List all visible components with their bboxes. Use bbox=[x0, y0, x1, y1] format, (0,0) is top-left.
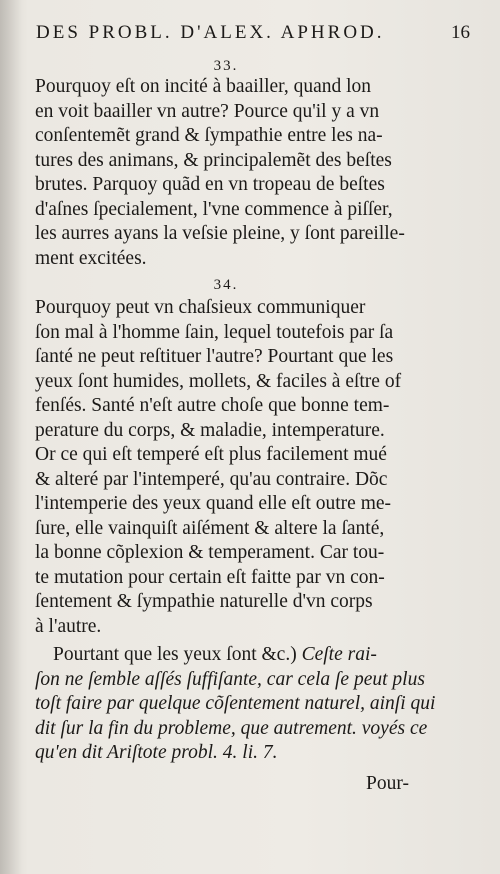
text-line: ment excitées. bbox=[35, 247, 147, 269]
note-lemma: Pourtant que les yeux ſont &c.) bbox=[53, 644, 302, 665]
problem-number-33: 33. bbox=[213, 58, 239, 74]
problem-number-34: 34. bbox=[213, 277, 239, 293]
text-line: yeux ſont humides, mollets, & faciles à eſtre of bbox=[35, 370, 402, 392]
note-first-line bbox=[35, 643, 407, 668]
text-line: conſentemẽt grand & ſympathie entre les na- bbox=[35, 125, 383, 146]
text-line: les aurres ayans la veſsie pleine, y ſont pareille- bbox=[35, 223, 405, 244]
text-line: à l'autre. bbox=[35, 615, 102, 637]
problem-34-text bbox=[35, 296, 407, 639]
text-line: Or ce qui eſt temperé eſt plus facilement mué bbox=[35, 444, 387, 465]
note-commentary-start: Ceſte rai- bbox=[301, 644, 377, 665]
note-line: qu'en dit Ariſtote probl. 4. li. 7. bbox=[35, 742, 278, 763]
running-title: DES PROBL. D'ALEX. APHROD. bbox=[36, 22, 385, 43]
text-line: perature du corps, & maladie, intemperature. bbox=[35, 419, 385, 441]
text-line: & alteré par l'intemperé, qu'au contraire. Dõc bbox=[35, 468, 388, 490]
text-line: fenſés. Santé n'eſt autre choſe que bonne tem- bbox=[35, 395, 390, 416]
text-line: d'aſnes ſpecialement, l'vne commence à piſſer, bbox=[35, 198, 393, 220]
text-line: Pourquoy eſt on incité à baailler, quand lon bbox=[35, 76, 372, 97]
text-line: brutes. Parquoy quãd en vn tropeau de beſtes bbox=[35, 174, 385, 195]
text-line: ſanté ne peut reſtituer l'autre? Pourtant que les bbox=[35, 346, 394, 367]
text-line: ſure, elle vainquiſt aiſément & altere la ſanté, bbox=[35, 517, 385, 539]
note-line: ſon ne ſemble aſſés ſuffiſante, car cela ſe peut plus bbox=[35, 668, 425, 690]
text-line: tures des animans, & principalemẽt des beſtes bbox=[35, 149, 392, 171]
text-line: l'intemperie des yeux quand elle eſt outre me- bbox=[35, 493, 392, 514]
page-number: 16 bbox=[451, 22, 470, 43]
catchword-row bbox=[35, 772, 407, 798]
gutter-shadow bbox=[0, 0, 22, 874]
text-line: te mutation pour certain eſt faitte par vn con- bbox=[35, 566, 385, 588]
page-header bbox=[36, 22, 470, 52]
text-line: Pourquoy peut vn chaſsieux communiquer bbox=[35, 297, 366, 318]
text-line: ſon mal à l'homme ſain, lequel toutefois par ſa bbox=[35, 321, 394, 343]
text-line: la bonne cõplexion & temperament. Car tou- bbox=[35, 542, 385, 563]
problem-33-text bbox=[35, 75, 407, 271]
note-line: toſt faire par quelque cõſentement naturel, ainſi qui bbox=[35, 693, 436, 714]
catchword: Pour- bbox=[366, 772, 409, 794]
annotation-note bbox=[35, 643, 436, 766]
text-line: en voit baailler vn autre? Pource qu'il y a vn bbox=[35, 100, 380, 122]
page-body bbox=[35, 58, 436, 798]
note-line: dit ſur la fin du probleme, que autrement. voyés ce bbox=[35, 717, 428, 739]
text-line: ſentement & ſympathie naturelle d'vn corps bbox=[35, 591, 373, 612]
